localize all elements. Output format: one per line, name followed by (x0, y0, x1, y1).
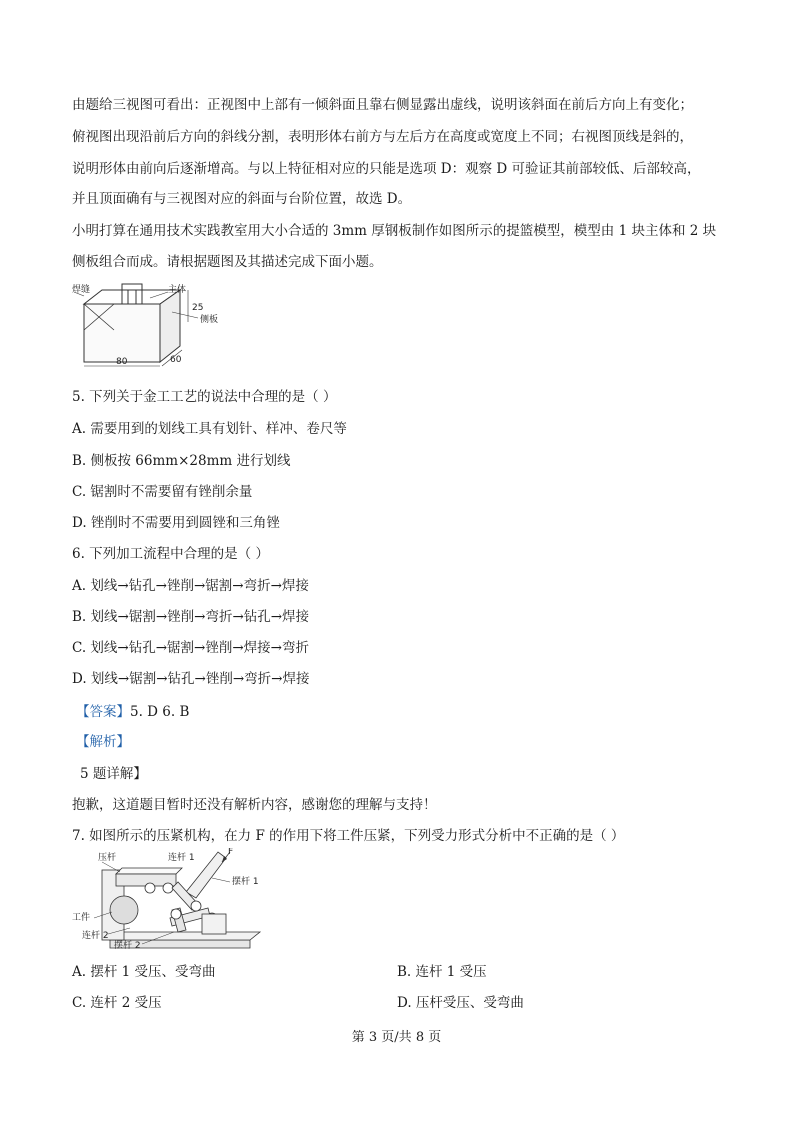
clamp-mechanism-figure (72, 848, 272, 956)
answer-text: 5. D 6. B (130, 704, 190, 720)
analysis-line-1: 由题给三视图可看出：正视图中上部有一倾斜面且靠右侧显露出虚线，说明该斜面在前后方向上有变化； (72, 97, 693, 113)
q7-option-c: C. 连杆 2 受压 (72, 995, 162, 1011)
swing1-label: 摆杆 1 (232, 877, 259, 887)
clamp-mechanism-drawing (72, 848, 272, 952)
q5-option-a: A. 需要用到的划线工具有划针、样冲、卷尺等 (72, 421, 347, 437)
analysis-tag: 【解析】 (76, 734, 130, 750)
q7-stem: 7. 如图所示的压紧机构，在力 F 的作用下将工件压紧，下列受力形式分析中不正确的是（ ） (72, 828, 625, 844)
q5-option-b: B. 侧板按 66mm×28mm 进行划线 (72, 453, 291, 469)
q6-stem: 6. 下列加工流程中合理的是（ ） (72, 546, 269, 562)
height-dimension: 25 (192, 303, 204, 313)
q5-stem: 5. 下列关于金工工艺的说法中合理的是（ ） (72, 389, 337, 405)
q6-option-c: C. 划线→钻孔→锯割→锉削→焊接→弯折 (72, 640, 309, 656)
length-dimension: 80 (116, 357, 128, 367)
intro-line-1: 小明打算在通用技术实践教室用大小合适的 3mm 厚钢板制作如图所示的提篮模型，模型由 1 块主体和 2 块 (72, 223, 717, 239)
q7-option-a: A. 摆杆 1 受压、受弯曲 (72, 964, 216, 980)
q7-option-d: D. 压杆受压、受弯曲 (397, 995, 524, 1011)
press-rod-label: 压杆 (98, 853, 117, 863)
swing2-label: 摆杆 2 (114, 941, 141, 951)
weld-label: 焊缝 (72, 285, 91, 295)
analysis-line-3: 说明形体由前向后逐渐增高。与以上特征相对应的只能是选项 D：观察 D 可验证其前部较低、后部较高， (72, 161, 701, 177)
basket-model-figure (72, 282, 222, 374)
q6-option-d: D. 划线→锯割→钻孔→锉削→弯折→焊接 (72, 671, 310, 687)
intro-line-2: 侧板组合而成。请根据题图及其描述完成下面小题。 (72, 254, 383, 270)
workpiece-label: 工件 (72, 913, 91, 923)
q5-option-d: D. 锉削时不需要用到圆锉和三角锉 (72, 515, 280, 531)
side-plate-label: 侧板 (200, 315, 219, 325)
link2-label: 连杆 2 (82, 931, 109, 941)
answer-tag: 【答案】 (76, 704, 130, 720)
force-label: F (228, 848, 234, 857)
q6-option-b: B. 划线→锯割→锉削→弯折→钻孔→焊接 (72, 609, 310, 625)
page-footer: 第 3 页/共 8 页 (351, 1030, 442, 1045)
analysis-line-4: 并且顶面确有与三视图对应的斜面与台阶位置，故选 D。 (72, 191, 412, 207)
analysis-text: 抱歉，这道题目暂时还没有解析内容，感谢您的理解与支持！ (72, 797, 437, 813)
body-label: 主体 (168, 285, 187, 295)
answer-row (76, 703, 189, 721)
link1-label: 连杆 1 (168, 853, 195, 863)
analysis-line-2: 俯视图出现沿前后方向的斜线分割，表明形体右前方与左后方在高度或宽度上不同；右视图顶线是斜的， (72, 129, 693, 145)
q7-option-b: B. 连杆 1 受压 (397, 964, 487, 980)
q6-option-a: A. 划线→钻孔→锉削→锯割→弯折→焊接 (72, 578, 309, 594)
basket-model-drawing (72, 282, 222, 370)
width-dimension: 60 (170, 355, 182, 365)
q5-option-c: C. 锯割时不需要留有锉削余量 (72, 484, 253, 500)
analysis-subheading: 5 题详解】 (80, 766, 147, 782)
